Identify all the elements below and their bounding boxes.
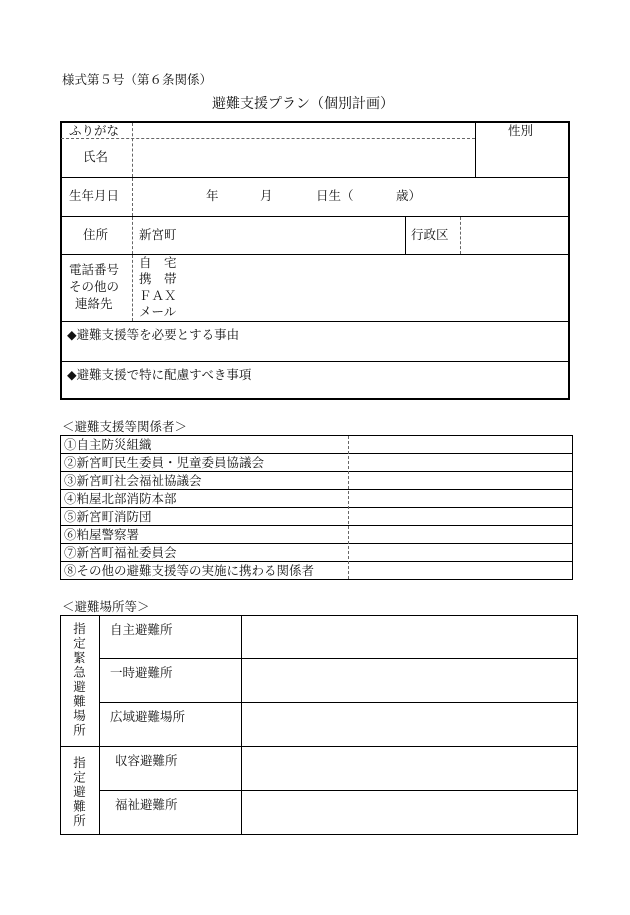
supporter-row: ②新宮町民生委員・児童委員協議会 (64, 455, 265, 470)
designated-emergency-shelter-label: 指定緊急避難場所 (71, 622, 87, 738)
home-phone-label: 自 宅 (139, 255, 177, 270)
supporter-row: ⑤新宮町消防団 (64, 509, 152, 524)
form-number: 様式第５号（第６条関係） (62, 72, 213, 87)
considerations-label: ◆避難支援で特に配慮すべき事項 (67, 367, 252, 382)
name-label: 氏名 (83, 149, 109, 164)
shelters-heading: ＜避難場所等＞ (62, 599, 150, 614)
birth-month-label: 月 (260, 188, 273, 203)
supporter-row: ③新宮町社会福祉協議会 (64, 473, 202, 488)
phone-label-1: 電話番号 (69, 262, 120, 277)
birth-day-label: 日生（ (316, 188, 354, 203)
furigana-label: ふりがな (69, 123, 120, 138)
age-label: 歳） (396, 188, 422, 203)
address-label: 住所 (83, 227, 109, 242)
shelter-row-label: 自主避難所 (110, 622, 173, 637)
shelter-row-label: 福祉避難所 (115, 797, 178, 812)
supporter-row: ⑥粕屋警察署 (64, 527, 140, 542)
furigana-field[interactable] (134, 123, 472, 137)
page-title: 避難支援プラン（個別計画） (212, 96, 394, 112)
address-value[interactable]: 新宮町 (139, 227, 177, 242)
district-label: 行政区 (411, 227, 449, 242)
email-label: メール (139, 304, 177, 319)
birth-date-label: 生年月日 (69, 188, 120, 203)
district-field[interactable] (462, 217, 568, 253)
sex-field[interactable] (477, 140, 568, 176)
sex-label: 性別 (508, 123, 534, 138)
supporter-row: ④粕屋北部消防本部 (64, 491, 177, 506)
supporter-row: ⑦新宮町福祉委員会 (64, 545, 177, 560)
supporter-row: ⑧その他の避難支援等の実施に携わる関係者 (64, 563, 315, 578)
shelter-row-label: 広域避難場所 (110, 709, 186, 724)
supporter-row: ①自主防災組織 (64, 437, 152, 452)
phone-label-3: 連絡先 (75, 296, 113, 311)
name-field[interactable] (134, 140, 472, 176)
phone-label-2: その他の (69, 279, 120, 294)
birth-year-label: 年 (206, 188, 219, 203)
shelter-row-label: 一時避難所 (110, 665, 173, 680)
fax-label: ＦＡＸ (139, 288, 177, 303)
designated-shelter-label: 指定避難所 (71, 756, 87, 829)
shelter-row-label: 収容避難所 (115, 753, 178, 768)
supporters-heading: ＜避難支援等関係者＞ (62, 419, 188, 434)
reason-label: ◆避難支援等を必要とする事由 (67, 327, 240, 342)
mobile-phone-label: 携 帯 (139, 271, 177, 286)
